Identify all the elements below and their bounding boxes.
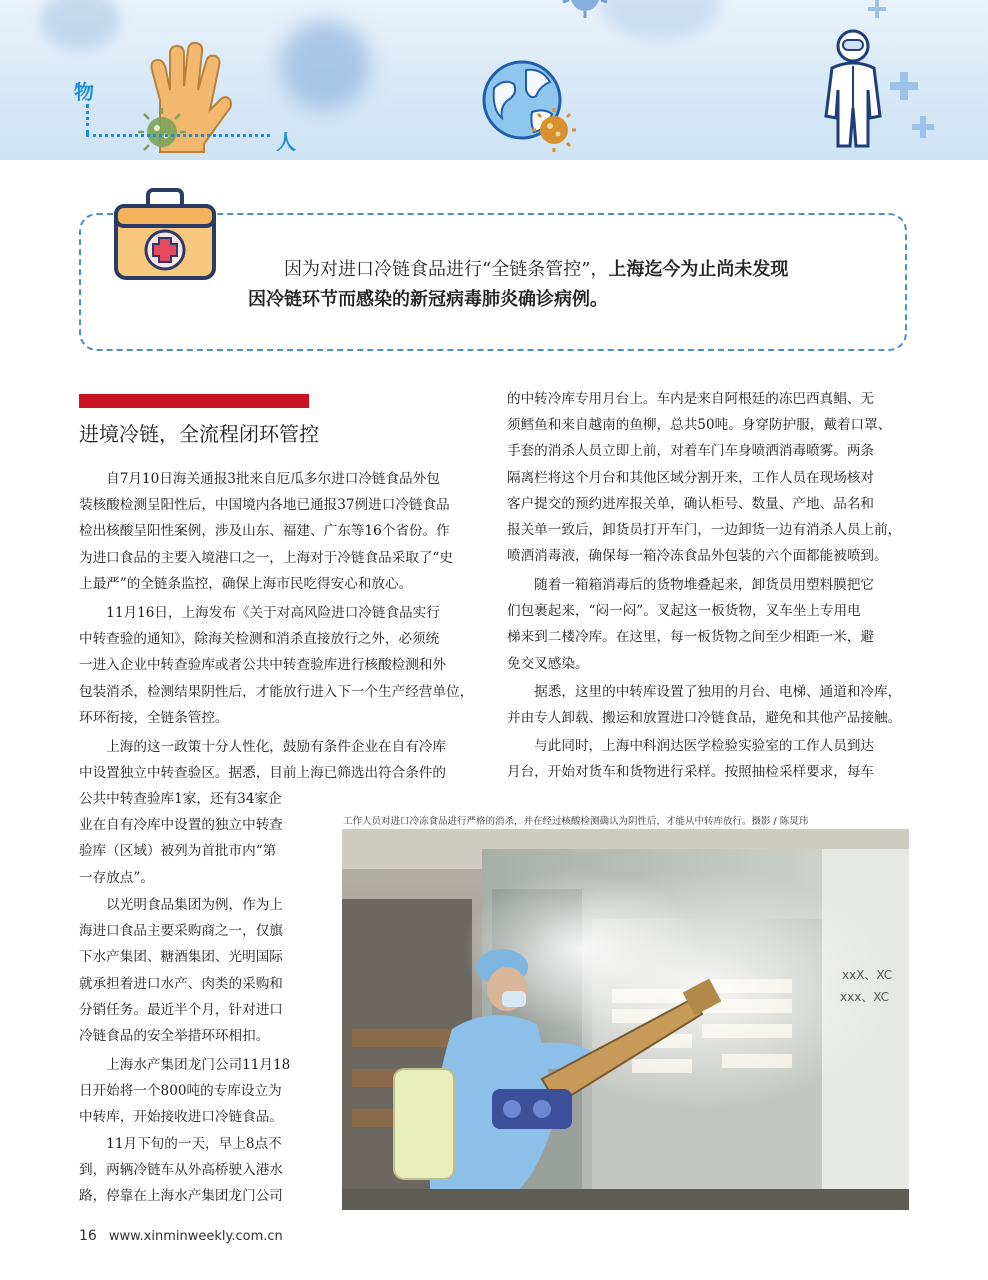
globe-virus-icon	[480, 60, 580, 156]
page-footer	[79, 1228, 283, 1244]
text-line: 中转库，开始接收进口冷链食品。	[79, 1109, 283, 1126]
body-paragraph	[507, 733, 909, 785]
text-line: 梯来到二楼冷库。在这里，每一板货物之间至少相距一米，避	[507, 629, 875, 646]
text-line: 据悉，这里的中转库设置了独用的月台、电梯、通道和冷库，	[507, 684, 902, 700]
text-line: 海进口食品主要采购商之一，仅旗	[79, 923, 283, 940]
photo-caption: 工作人员对进口冷冻食品进行严格的消杀，并在经过核酸检测确认为阴性后，才能从中转库放行。摄影 / 陈炅玮	[343, 816, 809, 827]
text-line: 中设置独立中转查验区。据悉，目前上海已筛选出符合条件的	[79, 765, 447, 782]
body-paragraph	[79, 600, 479, 731]
body-paragraph	[79, 1052, 309, 1131]
text-line: 一进入企业中转查验库或者公共中转查验库进行核酸检测和外	[79, 657, 447, 674]
photo	[342, 829, 909, 1210]
text-line: 客户提交的预约进库报关单，确认柜号、数量、产地、品名和	[507, 495, 875, 512]
text-line: 中转查验的通知》，除海关检测和消杀直接放行之外，必须统	[79, 631, 440, 648]
text-line: 须鳕鱼和来自越南的鱼柳，总共50吨。身穿防护服，戴着口罩、	[507, 417, 892, 434]
text-line: 装核酸检测呈阳性后，中国境内各地已通报37例进口冷链食品	[79, 497, 450, 514]
text-line: 验库（区域）被列为首批市内“第	[79, 843, 277, 860]
body-paragraph	[507, 679, 909, 731]
first-aid-kit-icon	[112, 186, 218, 282]
section-heading: 进境冷链，全流程闭环管控	[79, 422, 319, 446]
text-line: 下水产集团、糖酒集团、光明国际	[79, 949, 283, 966]
text-line: 随着一箱箱消毒后的货物堆叠起来，卸货员用塑料膜把它	[507, 577, 875, 593]
page-number: 16	[79, 1228, 97, 1244]
text-line: 们包裹起来，“闷一闷”。叉起这一板货物，叉车坐上专用电	[507, 603, 861, 620]
text-line: 隔离栏将这个月台和其他区域分割开来，工作人员在现场核对	[507, 469, 875, 486]
text-line: 环环衔接，全链条管控。	[79, 709, 229, 726]
text-line: 的中转冷库专用月台上。车内是来自阿根廷的冻巴西真鲳、无	[507, 391, 875, 407]
text-line: 报关单一致后，卸货员打开车门，一边卸货一边有消杀人员上前，	[507, 522, 902, 539]
plus-icon	[868, 0, 886, 18]
hazmat-worker-icon	[818, 28, 888, 156]
text-line: 一存放点”。	[79, 869, 154, 886]
website-url: www.xinminweekly.com.cn	[108, 1229, 283, 1244]
text-line: 检出核酸呈阳性案例，涉及山东、福建、广东等16个省份。作	[79, 523, 450, 540]
heading-accent-bar	[79, 394, 309, 408]
disinfection-photo	[342, 829, 909, 1210]
text-line: 与此同时，上海中科润达医学检验实验室的工作人员到达	[507, 738, 875, 754]
text-line: 到，两辆冷链车从外高桥驶入港水	[79, 1162, 283, 1179]
section-label-bottom: 人	[276, 130, 296, 154]
text-line: 上海的这一政策十分人性化，鼓励有条件企业在自有冷库	[79, 739, 447, 755]
header-banner	[0, 0, 988, 160]
callout-text	[248, 255, 888, 315]
text-line: 路，停靠在上海水产集团龙门公司	[79, 1188, 283, 1205]
virus-icon	[555, 0, 615, 22]
text-line: 上最严”的全链条监控，确保上海市民吃得安心和放心。	[79, 575, 413, 592]
text-line: 上海水产集团龙门公司11月18	[79, 1057, 291, 1073]
body-paragraph	[79, 892, 309, 1049]
body-paragraph	[79, 734, 479, 786]
text-line: 日开始将一个800吨的专库设立为	[79, 1083, 282, 1100]
plus-icon	[912, 116, 934, 138]
body-paragraph	[79, 1131, 309, 1210]
plus-icon	[890, 72, 918, 100]
section-label-top: 物	[74, 80, 94, 104]
text-line: 以光明食品集团为例，作为上	[79, 897, 283, 913]
text-line: 就承担着进口水产、肉类的采购和	[79, 975, 283, 992]
container-mark: xxX、XC	[842, 968, 893, 982]
text-line: 月台，开始对货车和货物进行采样。按照抽检采样要求，每车	[507, 764, 875, 781]
text-line: 业在自有冷库中设置的独立中转查	[79, 817, 283, 834]
body-paragraph	[79, 466, 479, 597]
callout-highlight: 上海迄今为止尚未发现	[608, 259, 789, 280]
text-line: 并由专人卸载、搬运和放置进口冷链食品，避免和其他产品接触。	[507, 710, 902, 727]
callout-highlight: 因冷链环节而感染的新冠病毒肺炎确诊病例。	[248, 289, 608, 310]
text-line: 11月下旬的一天，早上8点不	[79, 1136, 282, 1152]
body-paragraph	[507, 572, 909, 677]
dotted-divider	[86, 104, 93, 134]
text-line: 冷链食品的安全举措环环相扣。	[79, 1028, 270, 1045]
dotted-divider	[86, 134, 270, 140]
text-line: 自7月10日海关通报3批来自厄瓜多尔进口冷链食品外包	[79, 471, 440, 487]
text-line: 公共中转查验库1家，还有34家企	[79, 791, 282, 807]
container-mark: xxx、XC	[840, 990, 890, 1004]
text-line: 喷洒消毒液，确保每一箱冷冻食品外包装的六个面都能被喷到。	[507, 548, 888, 565]
text-line: 分销任务。最近半个月，针对进口	[79, 1001, 283, 1018]
text-line: 免交叉感染。	[507, 655, 589, 672]
body-paragraph	[79, 786, 309, 891]
text-line: 为进口食品的主要入境港口之一，上海对于冷链食品采取了“史	[79, 549, 453, 566]
callout-lead: 因为对进口冷链食品进行“全链条管控”，	[284, 259, 609, 280]
text-line: 手套的消杀人员立即上前，对着车门车身喷洒消毒喷雾。两条	[507, 443, 875, 460]
text-line: 包装消杀，检测结果阴性后，才能放行进入下一个生产经营单位，	[79, 683, 474, 700]
body-paragraph	[507, 386, 909, 569]
text-line: 11月16日，上海发布《关于对高风险进口冷链食品实行	[79, 605, 440, 621]
